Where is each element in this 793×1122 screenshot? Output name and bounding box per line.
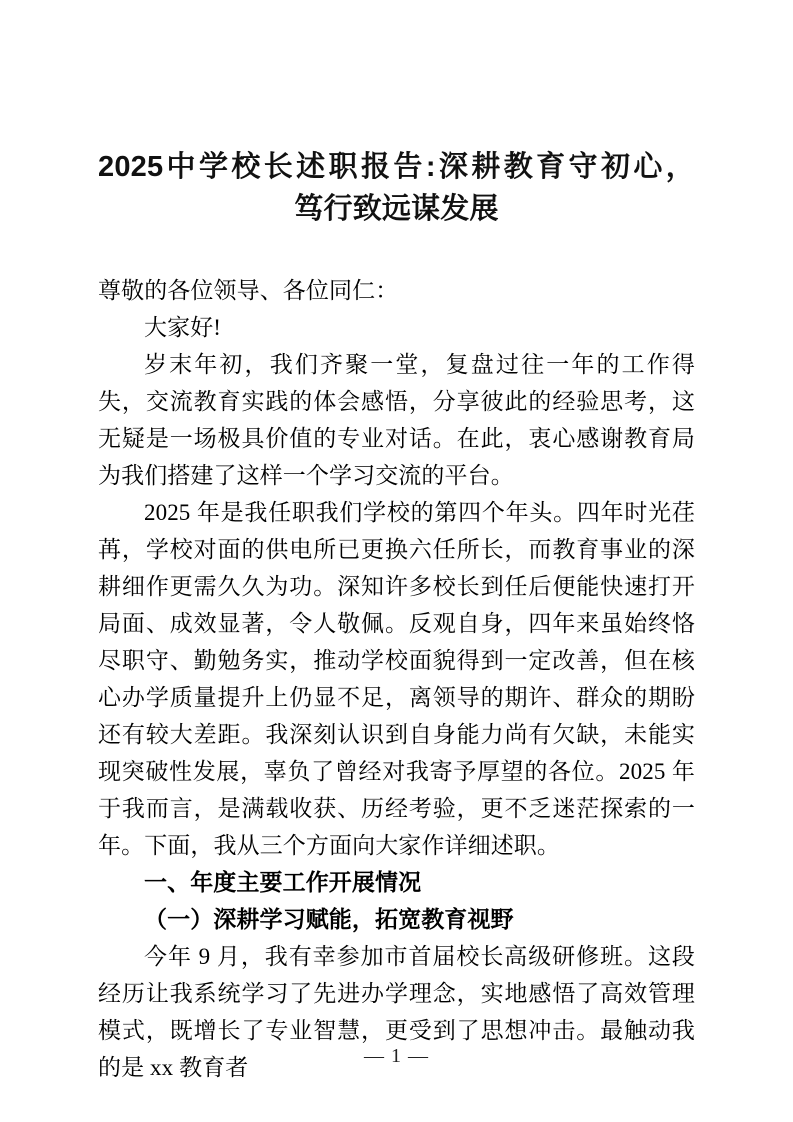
page-title xyxy=(98,146,695,230)
page-title-line-1: 2025中学校长述职报告:深耕教育守初心， xyxy=(98,151,695,183)
title-spacer xyxy=(98,230,695,272)
tenure-paragraph: 2025 年是我任职我们学校的第四个年头。四年时光荏苒，学校对面的供电所已更换六任所长，而教育事业的深耕细作更需久久为功。深知许多校长到任后便能快速打开局面、成效显著，令人敬佩。反观自身，四年来虽始终恪尽职守、勤勉务实，推动学校面貌得到一定改善，但在核心办学质量提升上仍显不足，离领导的期许、群众的期盼还有较大差距。我深刻认识到自身能力尚有欠缺，未能实现突破性发展，辜负了曾经对我寄予厚望的各位。2025 年于我而言，是满载收获、历经考验，更不乏迷茫探索的一年。下面，我从三个方面向大家作详细述职。 xyxy=(98,500,695,858)
page-title-line-2: 笃行致远谋发展 xyxy=(294,193,499,225)
intro-paragraph: 岁末年初，我们齐聚一堂，复盘过往一年的工作得失，交流教育实践的体会感悟，分享彼此的经验思考，这无疑是一场极具价值的专业对话。在此，衷心感谢教育局为我们搭建了这样一个学习交流的平台。 xyxy=(98,352,695,488)
training-paragraph: 今年 9 月，我有幸参加市首届校长高级研修班。这段经历让我系统学习了先进办学理念，实地感悟了高效管理模式，既增长了专业智慧，更受到了思想冲击。最触动我的是 xx 教育者 xyxy=(98,944,695,1080)
document-body xyxy=(98,146,695,1086)
salutation-paragraph: 尊敬的各位领导、各位同仁： xyxy=(98,278,399,303)
page-number-footer: — 1 — xyxy=(364,1045,429,1067)
subsection-heading-one-a: （一）深耕学习赋能，拓宽教育视野 xyxy=(144,907,514,932)
section-heading-one: 一、年度主要工作开展情况 xyxy=(144,870,422,895)
greeting-paragraph: 大家好! xyxy=(144,315,222,340)
